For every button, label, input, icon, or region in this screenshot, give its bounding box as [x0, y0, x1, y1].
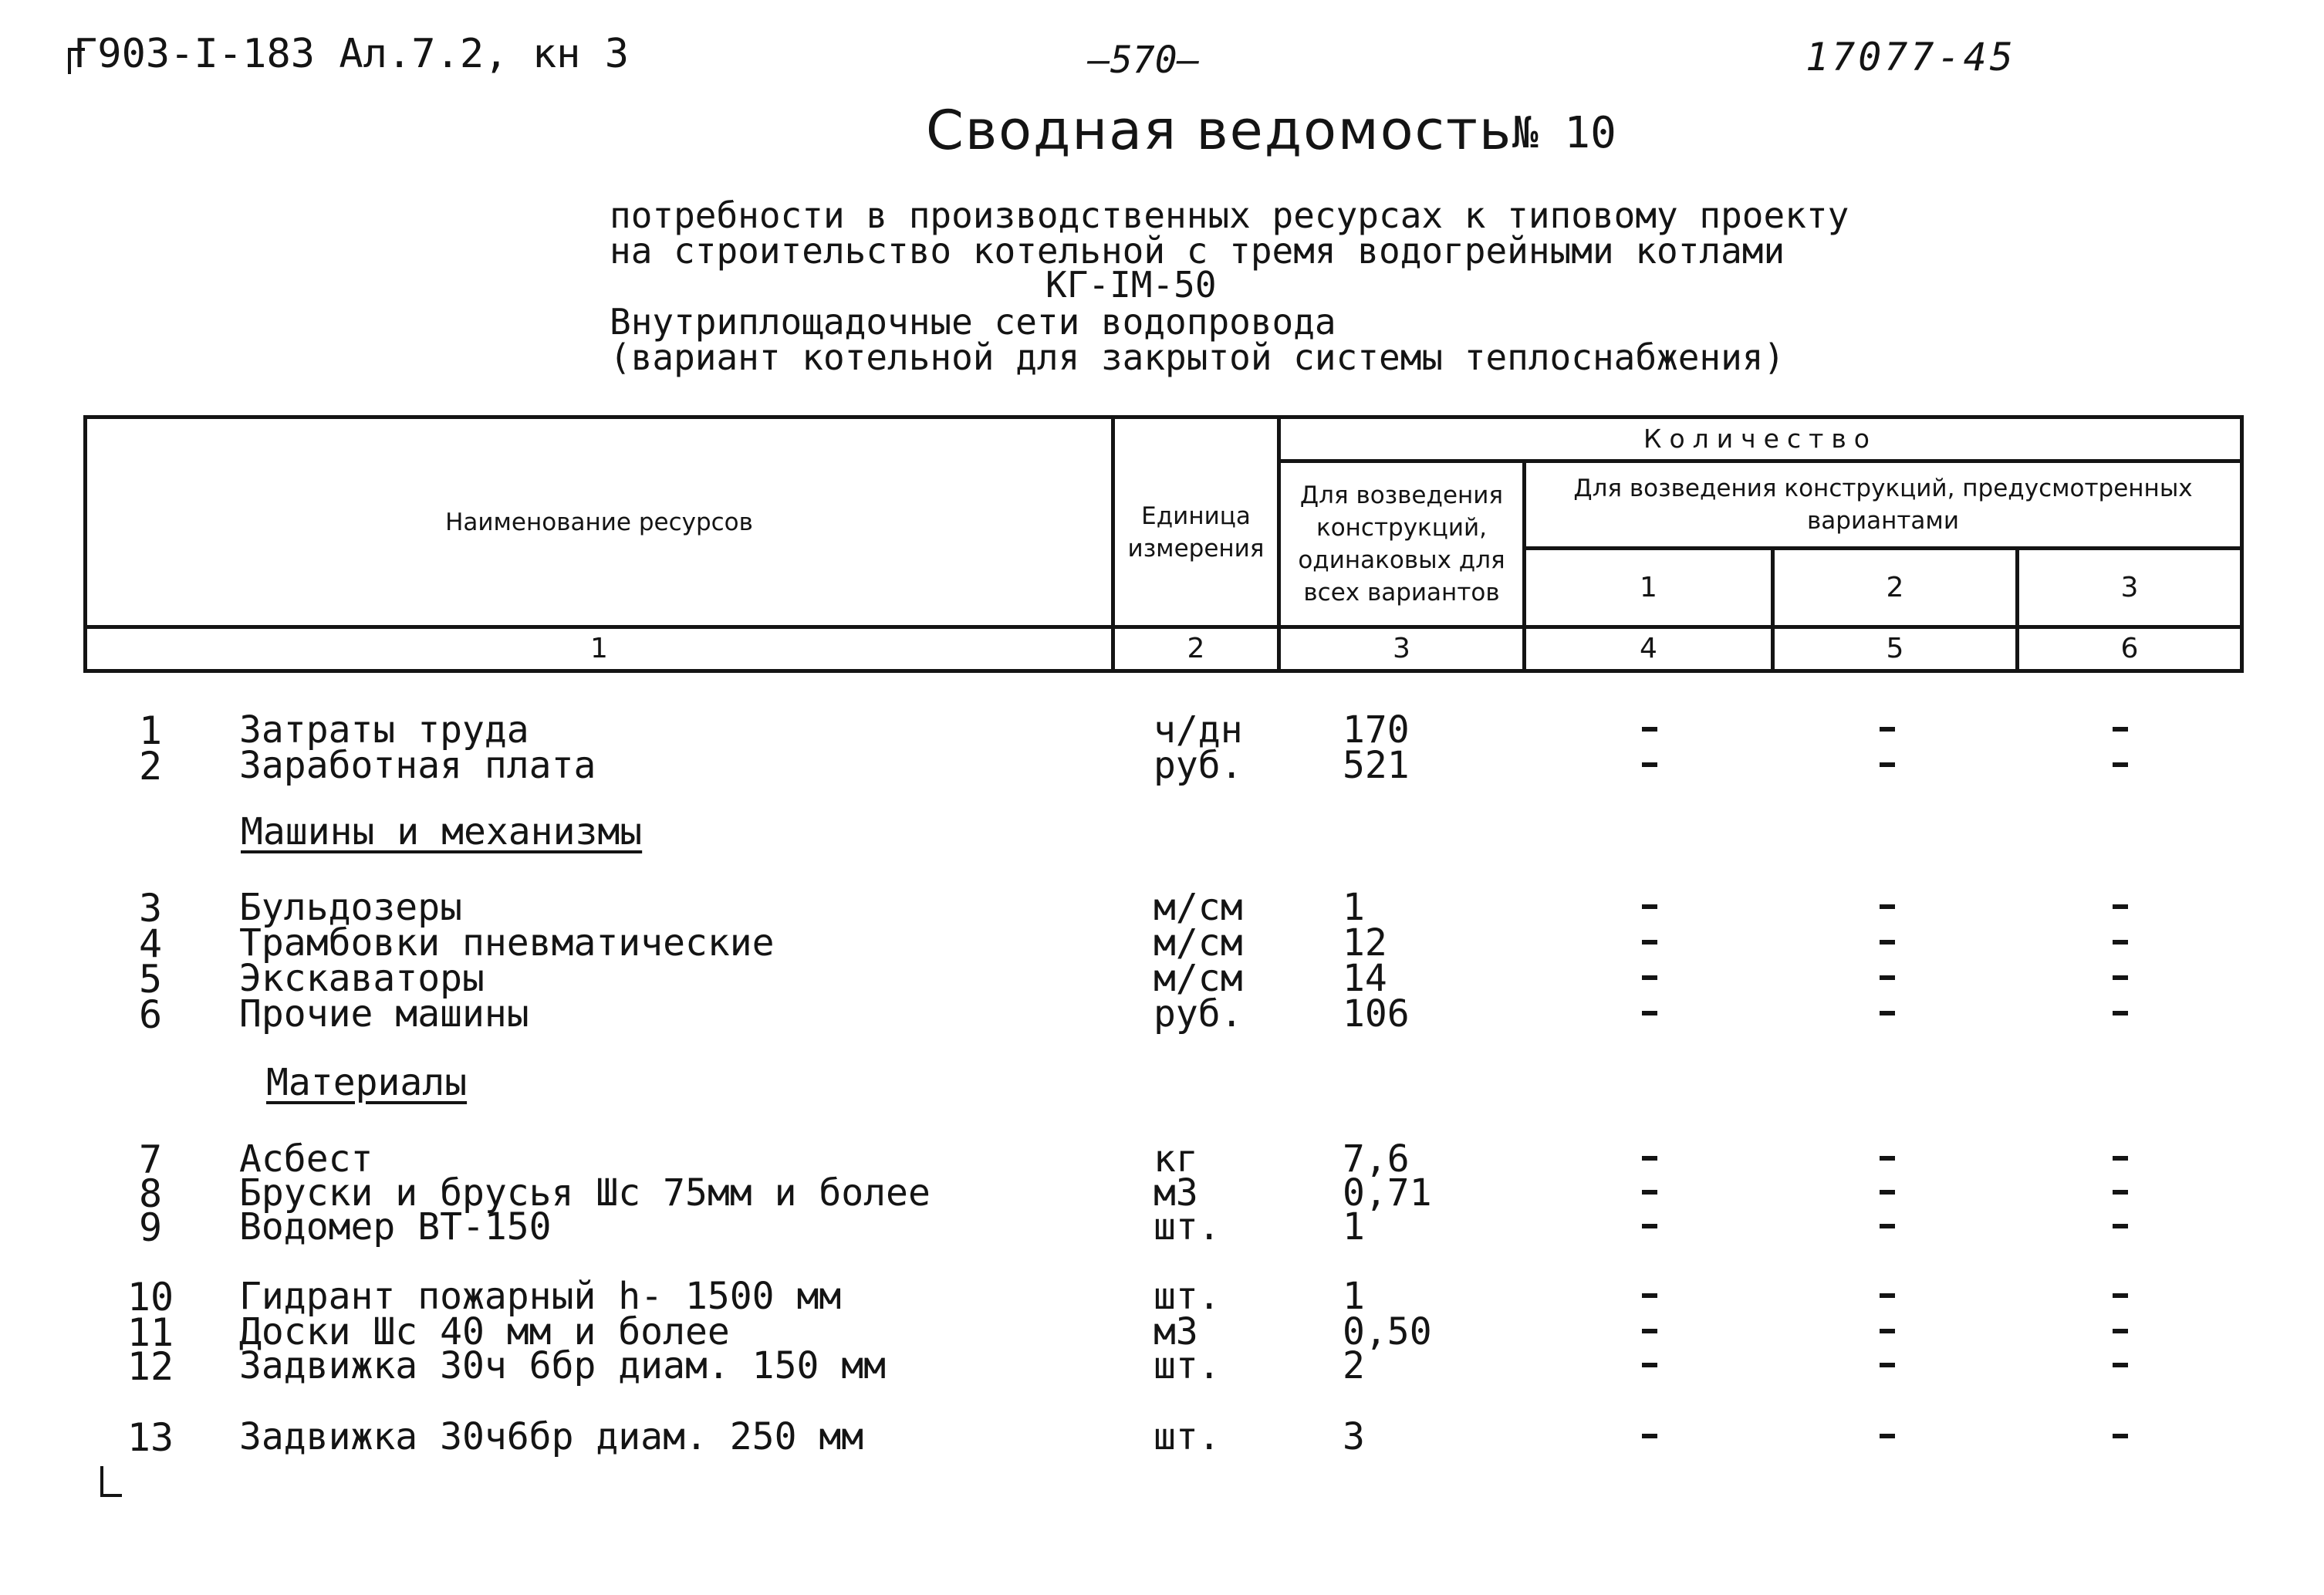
common-header-line-4: всех вариантов [1303, 579, 1500, 607]
quantity-variant-2-dash [1880, 727, 1895, 732]
quantity-common: 14 [1343, 957, 1387, 1000]
unit: ч/дн [1154, 708, 1243, 752]
quantity-variant-1-dash [1642, 727, 1657, 732]
quantity-common: 521 [1343, 744, 1410, 787]
quantity-variant-3-dash [2113, 1224, 2128, 1228]
column-number-3: 3 [1393, 633, 1410, 664]
quantity-variant-3-dash [2113, 1434, 2128, 1438]
resource-name: Задвижка 30ч6бр диам. 250 мм [239, 1415, 864, 1458]
resource-name: Задвижка 30ч 6бр диам. 150 мм [239, 1344, 887, 1387]
quantity-common: 7,6 [1343, 1137, 1410, 1181]
quantity-variant-3-dash [2113, 1363, 2128, 1367]
quantity-variant-1-dash [1642, 904, 1657, 909]
resource-name: Доски Шс 40 мм и более [239, 1310, 730, 1353]
row-number: 6 [138, 992, 163, 1037]
unit: м/см [1154, 921, 1243, 965]
section-title-machines: Машины и механизмы [241, 810, 643, 853]
row-number: 4 [138, 921, 163, 966]
quantity-variant-2-dash [1880, 904, 1895, 909]
table-row [0, 1275, 2324, 1320]
quantity-variant-1-dash [1642, 975, 1657, 980]
quantity-variant-1-dash [1642, 1293, 1657, 1298]
row-number: 3 [138, 886, 163, 931]
variant-1-header: 1 [1640, 571, 1657, 603]
common-header-line-1: Для возведения [1299, 482, 1504, 509]
quantity-variant-1-dash [1642, 1363, 1657, 1367]
column-number-1: 1 [590, 633, 608, 664]
document-title: Сводная ведомость [926, 99, 1513, 162]
table-row [0, 886, 2324, 931]
quantity-variant-2-dash [1880, 1434, 1895, 1438]
table-row [0, 744, 2324, 789]
quantity-variant-1-dash [1642, 1224, 1657, 1228]
row-number: 12 [127, 1344, 174, 1389]
column-number-2: 2 [1187, 633, 1205, 664]
row-number: 7 [138, 1137, 163, 1182]
quantity-variant-2-dash [1880, 1293, 1895, 1298]
page-number: —570— [1088, 39, 1200, 82]
quantity-common: 1 [1343, 1205, 1365, 1249]
quantity-variant-2-dash [1880, 1190, 1895, 1195]
resource-name: Трамбовки пневматические [239, 921, 775, 965]
common-header-line-3: одинаковых для [1298, 546, 1505, 574]
quantity-common: 2 [1343, 1344, 1365, 1387]
unit: кг [1154, 1137, 1198, 1181]
column-header-quantity: Количество [1643, 424, 1877, 454]
variant-3-header: 3 [2120, 571, 2139, 603]
row-number: 5 [138, 957, 163, 1002]
column-header-name: Наименование ресурсов [445, 508, 753, 536]
table-row [0, 992, 2324, 1037]
column-header-variants [1526, 463, 2240, 546]
row-number: 8 [138, 1171, 163, 1216]
quantity-variant-2-dash [1880, 940, 1895, 944]
unit: шт. [1154, 1275, 1221, 1318]
unit: м/см [1154, 957, 1243, 1000]
quantity-variant-1-dash [1642, 762, 1657, 767]
quantity-common: 106 [1343, 992, 1410, 1036]
row-number: 13 [127, 1415, 174, 1460]
corner-mark-bottom-left [100, 1466, 122, 1497]
column-number-4: 4 [1640, 633, 1657, 664]
resource-name: Заработная плата [239, 744, 596, 787]
resource-name: Гидрант пожарный h- 1500 мм [239, 1275, 842, 1318]
column-header-common [1281, 463, 1522, 625]
quantity-variant-1-dash [1642, 1011, 1657, 1015]
variant-2-header: 2 [1886, 571, 1904, 603]
row-number: 9 [138, 1205, 163, 1250]
row-number: 1 [138, 708, 163, 753]
subtitle-line-5: (вариант котельной для закрытой системы теплоснабжения) [610, 336, 1785, 378]
quantity-common: 3 [1343, 1415, 1365, 1458]
common-header-line-2: конструкций, [1316, 514, 1488, 542]
resource-name: Затраты труда [239, 708, 529, 752]
quantity-variant-2-dash [1880, 1363, 1895, 1367]
table-row [0, 708, 2324, 753]
unit-header-line-2: измерения [1127, 535, 1265, 563]
quantity-common: 0,71 [1343, 1171, 1432, 1215]
subtitle-line-1: потребности в производственных ресурсах к типовому проекту [610, 194, 1849, 236]
quantity-variant-1-dash [1642, 1434, 1657, 1438]
quantity-common: 12 [1343, 921, 1387, 965]
unit: м3 [1154, 1171, 1198, 1215]
quantity-variant-3-dash [2113, 940, 2128, 944]
quantity-variant-3-dash [2113, 727, 2128, 732]
table-row [0, 957, 2324, 1002]
quantity-common: 1 [1343, 886, 1365, 929]
resource-name: Бульдозеры [239, 886, 462, 929]
resource-name: Бруски и брусья Шс 75мм и более [239, 1171, 931, 1215]
table-row [0, 921, 2324, 966]
unit: шт. [1154, 1344, 1221, 1387]
subtitle-line-3: КГ-IМ-50 [1045, 264, 1217, 306]
quantity-variant-3-dash [2113, 1011, 2128, 1015]
column-number-5: 5 [1886, 633, 1904, 664]
row-number: 2 [138, 744, 163, 789]
unit: шт. [1154, 1415, 1221, 1458]
quantity-common: 170 [1343, 708, 1410, 752]
quantity-variant-3-dash [2113, 1329, 2128, 1333]
subtitle-line-2: на строительство котельной с тремя водогрейными котлами [610, 230, 1785, 272]
section-title-materials: Материалы [266, 1061, 468, 1104]
document-number: № 10 [1512, 108, 1616, 158]
unit-header-line-1: Единица [1141, 502, 1251, 530]
resource-name: Экскаваторы [239, 957, 485, 1000]
quantity-variant-1-dash [1642, 1329, 1657, 1333]
quantity-variant-1-dash [1642, 1190, 1657, 1195]
quantity-variant-3-dash [2113, 904, 2128, 909]
table-row [0, 1205, 2324, 1250]
quantity-variant-1-dash [1642, 940, 1657, 944]
quantity-variant-3-dash [2113, 762, 2128, 767]
row-number: 10 [127, 1275, 174, 1320]
resource-name: Водомер ВТ-150 [239, 1205, 552, 1249]
quantity-variant-2-dash [1880, 762, 1895, 767]
unit: м3 [1154, 1310, 1198, 1353]
unit: руб. [1154, 744, 1243, 787]
quantity-common: 1 [1343, 1275, 1365, 1318]
table-row [0, 1415, 2324, 1460]
quantity-variant-2-dash [1880, 1011, 1895, 1015]
unit: м/см [1154, 886, 1243, 929]
quantity-variant-3-dash [2113, 1190, 2128, 1195]
quantity-variant-3-dash [2113, 975, 2128, 980]
quantity-variant-3-dash [2113, 1156, 2128, 1161]
subtitle-line-4: Внутриплощадочные сети водопровода [610, 301, 1336, 343]
quantity-variant-1-dash [1642, 1156, 1657, 1161]
quantity-variant-2-dash [1880, 1156, 1895, 1161]
row-number: 11 [127, 1310, 174, 1355]
quantity-variant-2-dash [1880, 1329, 1895, 1333]
unit: руб. [1154, 992, 1243, 1036]
quantity-variant-3-dash [2113, 1293, 2128, 1298]
unit: шт. [1154, 1205, 1221, 1249]
table-row [0, 1344, 2324, 1389]
archive-number: 17077-45 [1805, 35, 2016, 79]
quantity-variant-2-dash [1880, 1224, 1895, 1228]
variants-header-line-1: Для возведения конструкций, предусмотренных [1573, 475, 2193, 502]
variants-header-line-2: вариантами [1807, 507, 1959, 535]
column-header-unit [1115, 463, 1277, 602]
resource-name: Асбест [239, 1137, 373, 1181]
resource-name: Прочие машины [239, 992, 529, 1036]
doc-code: Г903-I-183 Ал.7.2, кн 3 [73, 31, 630, 77]
quantity-common: 0,50 [1343, 1310, 1432, 1353]
quantity-variant-2-dash [1880, 975, 1895, 980]
column-number-6: 6 [2120, 633, 2139, 664]
